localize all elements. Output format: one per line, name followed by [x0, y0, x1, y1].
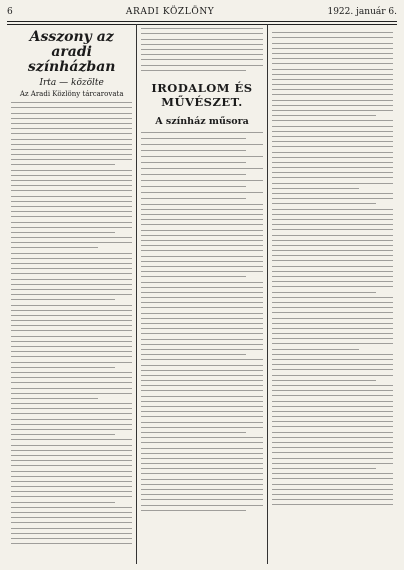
- text-line: [11, 149, 132, 150]
- text-line: [11, 351, 132, 352]
- text-line: [11, 107, 132, 108]
- text-line: [272, 188, 359, 189]
- text-line: [141, 132, 262, 133]
- text-line: [272, 271, 393, 272]
- text-line: [141, 168, 262, 169]
- text-line: [11, 227, 132, 228]
- text-line: [141, 313, 262, 314]
- text-line: [141, 235, 262, 236]
- text-line: [272, 193, 393, 194]
- text-line: [272, 172, 393, 173]
- text-line: [141, 411, 262, 412]
- text-line: [141, 65, 262, 66]
- text-line: [141, 276, 245, 277]
- text-line: [141, 39, 262, 40]
- text-line: [141, 224, 262, 225]
- text-line: [11, 408, 132, 409]
- text-line: [272, 245, 393, 246]
- text-line: [141, 468, 262, 469]
- text-line: [11, 201, 132, 202]
- text-line: [11, 512, 132, 513]
- text-line: [272, 146, 393, 147]
- text-line: [11, 522, 132, 523]
- text-line: [141, 230, 262, 231]
- text-line: [272, 198, 393, 199]
- text-line: [141, 489, 262, 490]
- text-line: [11, 424, 132, 425]
- text-line: [11, 330, 132, 331]
- text-line: [11, 216, 132, 217]
- text-line: [11, 253, 132, 254]
- text-line: [11, 190, 132, 191]
- text-line: [141, 344, 262, 345]
- text-line: [141, 437, 262, 438]
- text-line: [141, 333, 262, 334]
- text-line: [11, 305, 132, 306]
- text-line: [11, 445, 132, 446]
- text-line: [11, 471, 132, 472]
- text-line: [141, 370, 262, 371]
- text-line: [141, 54, 262, 55]
- text-line: [272, 229, 393, 230]
- text-line: [272, 312, 393, 313]
- text-line: [272, 463, 393, 464]
- text-line: [272, 255, 393, 256]
- text-line: [272, 74, 393, 75]
- text-line: [141, 282, 262, 283]
- feuilleton-title: Asszony az aradi színházban: [27, 29, 116, 75]
- newspaper-name: ARADI KÖZLÖNY: [125, 7, 215, 17]
- text-line: [141, 323, 262, 324]
- text-line: [141, 390, 262, 391]
- text-line: [11, 294, 132, 295]
- text-line: [11, 123, 132, 124]
- text-line: [272, 494, 393, 495]
- text-line: [272, 504, 393, 505]
- text-line: [11, 388, 132, 389]
- text-line: [11, 196, 132, 197]
- text-line: [272, 110, 393, 111]
- text-line: [11, 206, 132, 207]
- text-line: [272, 421, 393, 422]
- middle-top-text-block: [141, 28, 262, 71]
- text-line: [272, 385, 393, 386]
- text-line: [141, 192, 262, 193]
- text-line: [272, 126, 393, 127]
- text-line: [11, 133, 132, 134]
- text-line: [141, 427, 262, 428]
- text-line: [11, 465, 132, 466]
- text-line: [272, 395, 393, 396]
- text-line: [11, 185, 132, 186]
- text-line: [272, 79, 393, 80]
- text-line: [11, 502, 115, 503]
- text-line: [141, 406, 262, 407]
- text-line: [272, 120, 393, 121]
- text-line: [272, 224, 393, 225]
- text-line: [272, 364, 393, 365]
- text-line: [272, 48, 393, 49]
- text-line: [141, 380, 262, 381]
- text-line: [11, 398, 98, 399]
- text-line: [141, 349, 262, 350]
- text-line: [272, 53, 393, 54]
- right-column: [267, 24, 397, 564]
- text-line: [141, 448, 262, 449]
- text-line: [11, 533, 132, 534]
- text-line: [141, 297, 262, 298]
- left-text-block: [11, 102, 132, 544]
- text-line: [272, 302, 393, 303]
- text-line: [141, 245, 262, 246]
- text-line: [11, 367, 115, 368]
- left-column: [7, 24, 136, 564]
- text-line: [11, 356, 132, 357]
- text-line: [272, 478, 393, 479]
- text-line: [272, 359, 393, 360]
- text-line: [11, 170, 132, 171]
- text-line: [141, 458, 262, 459]
- text-line: [141, 416, 262, 417]
- text-line: [11, 496, 132, 497]
- text-line: [11, 403, 132, 404]
- text-line: [272, 177, 393, 178]
- text-line: [11, 139, 132, 140]
- middle-bottom-text-block: [141, 204, 262, 511]
- text-line: [272, 43, 393, 44]
- text-line: [141, 240, 262, 241]
- text-line: [272, 411, 393, 412]
- text-line: [11, 273, 132, 274]
- text-line: [272, 250, 393, 251]
- text-line: [272, 442, 393, 443]
- text-line: [272, 489, 393, 490]
- text-line: [11, 325, 132, 326]
- text-line: [272, 276, 393, 277]
- text-line: [141, 339, 262, 340]
- text-line: [272, 183, 393, 184]
- text-line: [272, 69, 393, 70]
- text-line: [272, 94, 393, 95]
- text-line: [11, 211, 132, 212]
- text-line: [272, 219, 393, 220]
- text-line: [272, 58, 393, 59]
- text-line: [11, 362, 132, 363]
- text-line: [272, 209, 393, 210]
- text-line: [272, 32, 393, 33]
- feuilleton-byline: Az Aradi Közlöny tárcarovata: [19, 90, 124, 98]
- text-line: [11, 419, 132, 420]
- text-line: [11, 144, 132, 145]
- text-line: [272, 131, 393, 132]
- text-line: [272, 473, 393, 474]
- text-line: [272, 468, 376, 469]
- text-line: [11, 118, 132, 119]
- theatre-cast-list: [141, 132, 262, 199]
- text-line: [141, 484, 262, 485]
- text-line: [11, 222, 132, 223]
- text-line: [141, 33, 262, 34]
- text-line: [11, 242, 132, 243]
- text-line: [141, 59, 262, 60]
- text-line: [272, 499, 393, 500]
- text-line: [272, 214, 393, 215]
- text-line: [272, 452, 393, 453]
- text-line: [141, 204, 262, 205]
- text-line: [272, 333, 393, 334]
- text-line: [11, 528, 132, 529]
- text-line: [272, 281, 393, 282]
- text-line: [141, 174, 245, 175]
- text-line: [11, 232, 115, 233]
- text-line: [141, 209, 262, 210]
- text-line: [11, 164, 115, 165]
- text-line: [272, 349, 359, 350]
- text-line: [141, 144, 262, 145]
- text-line: [141, 198, 245, 199]
- text-line: [11, 543, 132, 544]
- text-line: [11, 102, 132, 103]
- text-line: [141, 162, 245, 163]
- text-line: [141, 510, 245, 511]
- text-line: [272, 203, 376, 204]
- text-line: [272, 484, 393, 485]
- text-line: [141, 156, 262, 157]
- text-line: [141, 401, 262, 402]
- text-line: [11, 393, 132, 394]
- text-line: [11, 258, 132, 259]
- section-title: IRODALOM ÉS MŰVÉSZET.: [151, 80, 253, 109]
- middle-column: [136, 24, 266, 564]
- text-line: [11, 154, 132, 155]
- text-line: [272, 292, 376, 293]
- text-line: [272, 162, 393, 163]
- text-line: [141, 28, 262, 29]
- text-line: [141, 385, 262, 386]
- text-line: [272, 375, 393, 376]
- text-line: [141, 354, 245, 355]
- text-line: [141, 180, 262, 181]
- text-line: [272, 152, 393, 153]
- text-line: [272, 167, 393, 168]
- text-line: [141, 499, 262, 500]
- text-line: [141, 44, 262, 45]
- text-line: [272, 240, 393, 241]
- text-line: [11, 486, 132, 487]
- text-line: [11, 284, 132, 285]
- text-line: [272, 63, 393, 64]
- text-line: [141, 432, 245, 433]
- text-line: [272, 416, 393, 417]
- issue-date: 1922. január 6.: [327, 7, 397, 17]
- text-line: [11, 377, 132, 378]
- text-line: [272, 426, 393, 427]
- text-line: [11, 382, 132, 383]
- theatre-programme-title: A színház műsora: [155, 115, 249, 127]
- text-line: [11, 434, 115, 435]
- text-line: [272, 136, 393, 137]
- text-line: [141, 318, 262, 319]
- text-line: [11, 247, 98, 248]
- text-line: [272, 286, 393, 287]
- text-line: [11, 372, 132, 373]
- text-line: [141, 505, 262, 506]
- text-line: [272, 338, 393, 339]
- text-line: [11, 315, 132, 316]
- text-line: [272, 323, 393, 324]
- text-line: [11, 538, 132, 539]
- text-line: [141, 138, 245, 139]
- text-line: [11, 279, 132, 280]
- text-line: [11, 517, 132, 518]
- text-line: [11, 336, 132, 337]
- text-line: [141, 359, 262, 360]
- text-line: [272, 318, 393, 319]
- text-line: [272, 437, 393, 438]
- text-line: [141, 375, 262, 376]
- text-line: [141, 186, 245, 187]
- text-line: [11, 180, 132, 181]
- text-line: [11, 460, 132, 461]
- text-line: [11, 455, 132, 456]
- feuilleton-subtitle: Irta — közölte: [39, 78, 104, 88]
- text-line: [11, 299, 115, 300]
- text-line: [141, 442, 262, 443]
- text-line: [11, 491, 132, 492]
- text-line: [141, 479, 262, 480]
- text-line: [11, 450, 132, 451]
- text-line: [141, 494, 262, 495]
- text-line: [141, 307, 262, 308]
- text-line: [11, 429, 132, 430]
- text-line: [272, 328, 393, 329]
- text-line: [141, 70, 245, 71]
- text-line: [11, 413, 132, 414]
- text-line: [141, 271, 262, 272]
- text-line: [11, 113, 132, 114]
- text-line: [11, 159, 132, 160]
- text-line: [272, 406, 393, 407]
- text-line: [11, 481, 132, 482]
- text-line: [11, 263, 132, 264]
- text-line: [141, 261, 262, 262]
- text-line: [141, 256, 262, 257]
- text-line: [272, 115, 376, 116]
- text-line: [11, 439, 132, 440]
- text-line: [141, 463, 262, 464]
- text-line: [272, 297, 393, 298]
- text-line: [141, 365, 262, 366]
- text-line: [272, 447, 393, 448]
- text-line: [141, 250, 262, 251]
- text-line: [141, 219, 262, 220]
- text-line: [272, 369, 393, 370]
- columns: [7, 24, 397, 564]
- text-line: [272, 354, 393, 355]
- text-line: [141, 266, 262, 267]
- text-line: [272, 266, 393, 267]
- text-line: [272, 84, 393, 85]
- text-line: [11, 476, 132, 477]
- text-line: [141, 214, 262, 215]
- text-line: [11, 237, 132, 238]
- text-line: [141, 328, 262, 329]
- text-line: [272, 105, 393, 106]
- page-number: 6: [7, 7, 13, 17]
- text-line: [11, 310, 132, 311]
- text-line: [11, 346, 132, 347]
- text-line: [272, 100, 393, 101]
- text-line: [11, 507, 132, 508]
- text-line: [272, 37, 393, 38]
- text-line: [272, 380, 376, 381]
- right-text-block: [272, 32, 393, 505]
- text-line: [272, 141, 393, 142]
- text-line: [141, 422, 262, 423]
- text-line: [141, 453, 262, 454]
- text-line: [272, 432, 393, 433]
- text-line: [272, 458, 393, 459]
- text-line: [11, 289, 132, 290]
- text-line: [11, 128, 132, 129]
- page-header: [7, 6, 397, 18]
- text-line: [141, 150, 245, 151]
- text-line: [141, 302, 262, 303]
- text-line: [272, 157, 393, 158]
- text-line: [272, 260, 393, 261]
- text-line: [272, 401, 393, 402]
- text-line: [141, 473, 262, 474]
- text-line: [141, 49, 262, 50]
- text-line: [11, 341, 132, 342]
- text-line: [141, 292, 262, 293]
- text-line: [141, 396, 262, 397]
- text-line: [11, 268, 132, 269]
- text-line: [272, 390, 393, 391]
- text-line: [272, 307, 393, 308]
- text-line: [272, 89, 393, 90]
- text-line: [272, 235, 393, 236]
- text-line: [141, 287, 262, 288]
- text-line: [272, 343, 393, 344]
- text-line: [11, 175, 132, 176]
- text-line: [11, 320, 132, 321]
